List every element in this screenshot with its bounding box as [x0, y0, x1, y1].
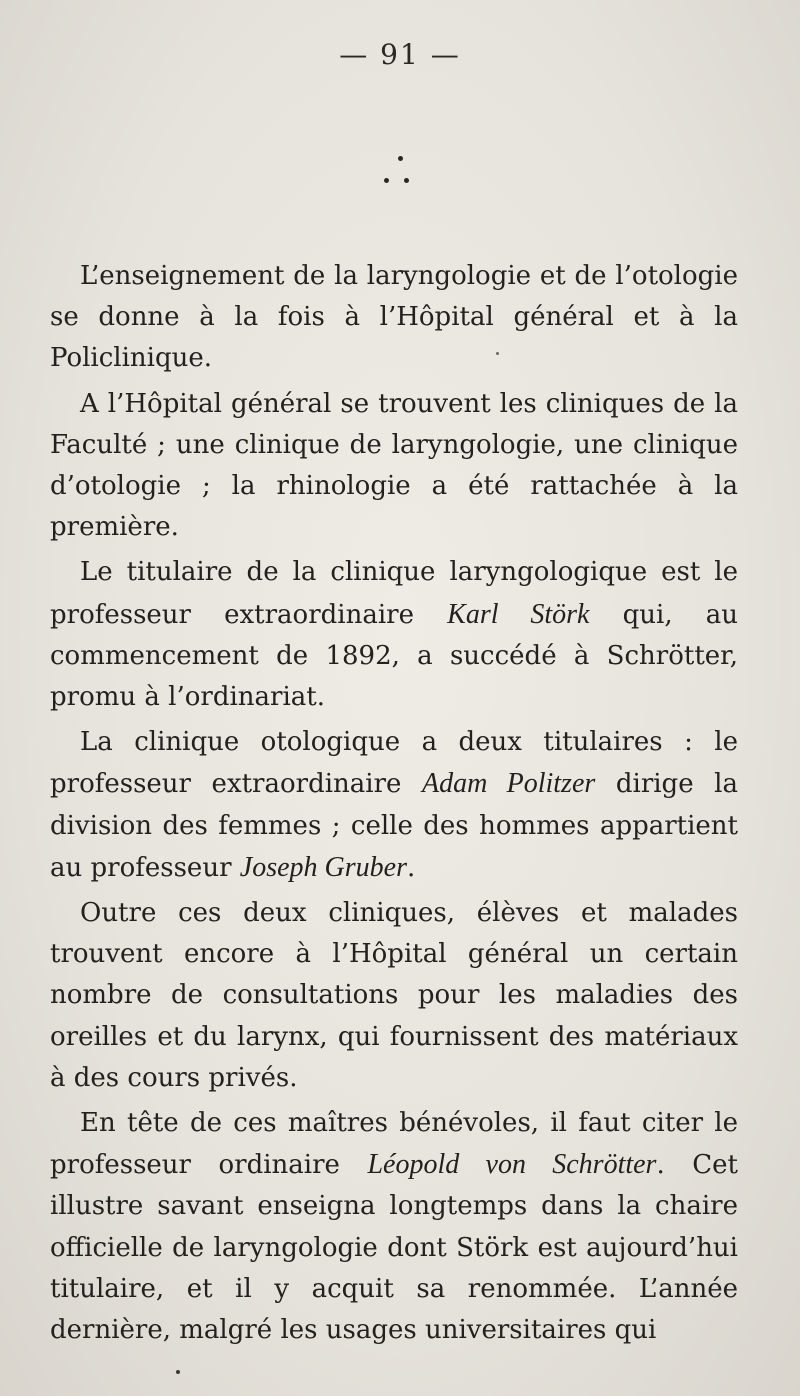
asterism-ornament: [360, 150, 420, 190]
text-run: qui, au commencement de 1892, a succédé à Schrötter, promu à l’ordinariat.: [50, 599, 738, 713]
text-run: En tête de ces maîtres bénévoles, il faut citer le professeur ordinaire: [50, 1108, 738, 1181]
text-run: A l’Hôpital général se trouvent les cliniques de la Faculté ; une clinique de laryngologie, une clinique d’otologie ; la rhinologie a été rattachée à la première.: [50, 388, 738, 543]
paper-speck: [496, 352, 499, 355]
body-text: [50, 256, 738, 1351]
text-run: Le titulaire de la clinique laryngologique est le professeur extraordinaire: [50, 557, 738, 630]
text-run: . Cet illustre savant enseigna longtemps dans la chaire officielle de laryngologie dont Störk est aujourd’hui titulaire, et il y acquit sa renommée. L’année dernière, malgré les usages universitaires qui: [50, 1150, 738, 1346]
text-run: .: [406, 852, 416, 883]
text-run: La clinique otologique a deux titulaires : le professeur extraordinaire: [50, 727, 738, 800]
paragraph: [50, 893, 738, 1099]
text-run: dirige la division des femmes ; celle des hommes appartient au professeur: [50, 769, 738, 883]
asterism-dot: [404, 178, 409, 183]
person-name-italic: Léopold von Schrötter: [367, 1149, 657, 1181]
person-name-italic: Karl Störk: [447, 598, 590, 630]
person-name-italic: Joseph Gruber: [239, 851, 407, 883]
paragraph: [50, 1103, 738, 1351]
asterism-dot: [398, 156, 403, 161]
paragraph: [50, 722, 738, 889]
text-run: L’enseignement de la laryngologie et de l’otologie se donne à la fois à l’Hôpital général et à la Policlinique.: [50, 261, 738, 374]
paragraph: [50, 256, 738, 380]
paragraph: [50, 552, 738, 718]
person-name-italic: Adam Politzer: [421, 768, 596, 800]
page-number: — 91 —: [339, 38, 461, 71]
paper-speck: [176, 1370, 180, 1374]
text-run: Outre ces deux cliniques, élèves et malades trouvent encore à l’Hôpital général un certain nombre de consultations pour les maladies des oreilles et du larynx, qui fournissent des matériaux à des cours privés.: [50, 898, 738, 1093]
paragraph: [50, 384, 738, 549]
asterism-dot: [384, 178, 389, 183]
